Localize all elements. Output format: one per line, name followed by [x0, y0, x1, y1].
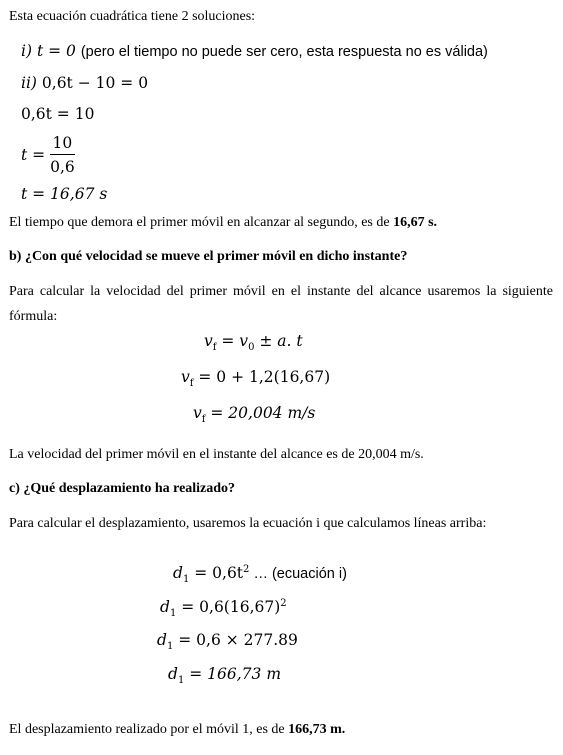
solution-i-expr: t = 0: [36, 42, 76, 60]
eq2-main: = 0,6(16,67): [176, 598, 281, 616]
d-symbol-3: d: [157, 631, 167, 649]
equation-step-1: 0,6t = 10: [21, 105, 95, 123]
eq1-note: … (ecuación i): [249, 566, 347, 582]
velocity-substitution: [181, 367, 330, 387]
time-conclusion-text: El tiempo que demora el primer móvil en alcanzar al segundo, es de: [9, 215, 394, 230]
v-sub: f: [212, 342, 217, 353]
paragraph-b-line-2: fórmula:: [9, 309, 58, 324]
formula-rhs: ± a. t: [254, 332, 303, 350]
paragraph-c: Para calcular el desplazamiento, usaremos la ecuación i que calculamos líneas arriba:: [9, 516, 487, 531]
velocity-result-rhs: = 20,004 m/s: [205, 404, 316, 422]
fraction-numerator: 10: [50, 133, 75, 155]
v-symbol-2: v: [181, 368, 190, 386]
final-conclusion-value: 166,73 m.: [288, 722, 346, 737]
displacement-eq-2: [160, 597, 287, 617]
v-symbol: v: [204, 332, 213, 350]
d-sub-2: 1: [169, 608, 177, 619]
velocity-formula: [204, 331, 303, 351]
v-symbol-3: v: [193, 404, 202, 422]
time-result-expr: t = 16,67 s: [21, 185, 108, 203]
d-symbol-1: d: [173, 564, 183, 582]
d-symbol-2: d: [160, 598, 170, 616]
eq4-main: = 166,73 m: [184, 665, 282, 683]
eq1-sup: 2: [243, 564, 250, 575]
solution-i-label: i): [21, 42, 33, 60]
fraction: [50, 133, 75, 177]
v0-sub: 0: [248, 342, 255, 353]
question-c-text: c) ¿Qué desplazamiento ha realizado?: [9, 481, 236, 496]
fraction-denominator: 0,6: [50, 158, 75, 176]
time-conclusion: [9, 214, 437, 232]
final-conclusion-text: El desplazamiento realizado por el móvil 1, es de: [9, 722, 289, 737]
question-b-text: b) ¿Con qué velocidad se mueve el primer móvil en dicho instante?: [9, 249, 408, 264]
d-sub-3: 1: [166, 641, 174, 652]
fraction-lhs: t =: [21, 146, 46, 164]
time-conclusion-value: 16,67 s.: [393, 215, 438, 230]
d-sub-4: 1: [177, 675, 185, 686]
solution-ii-label: ii): [21, 74, 37, 92]
eq3-main: = 0,6 × 277.89: [173, 631, 298, 649]
time-result: [21, 184, 107, 204]
question-b: [9, 248, 407, 266]
d-symbol-4: d: [168, 665, 178, 683]
solution-ii: [21, 73, 148, 93]
paragraph-b-line-1: Para calcular la velocidad del primer móvil en el instante del alcance usaremos la siguiente: [9, 284, 553, 299]
d-sub-1: 1: [182, 574, 190, 585]
displacement-eq-4: [168, 664, 281, 684]
formula-mid: = v: [216, 332, 249, 350]
displacement-eq-1: [173, 563, 347, 584]
velocity-result: [193, 403, 315, 423]
question-c: [9, 480, 235, 498]
v-sub-2: f: [189, 378, 194, 389]
solution-i-note: (pero el tiempo no puede ser cero, esta respuesta no es válida): [80, 44, 488, 60]
eq2-sup: 2: [280, 598, 287, 609]
velocity-substitution-rhs: = 0 + 1,2(16,67): [193, 368, 331, 386]
eq1-main: = 0,6t: [189, 564, 244, 582]
fraction-equation: [21, 133, 75, 177]
v-sub-3: f: [201, 414, 206, 425]
velocity-conclusion: La velocidad del primer móvil en el instante del alcance es de 20,004 m/s.: [9, 447, 424, 462]
intro-text: Esta ecuación cuadrática tiene 2 soluciones:: [9, 9, 256, 24]
solution-ii-expr: 0,6t − 10 = 0: [41, 74, 149, 92]
final-conclusion: [9, 721, 345, 739]
solution-i: [21, 41, 488, 62]
displacement-eq-3: [157, 630, 298, 650]
